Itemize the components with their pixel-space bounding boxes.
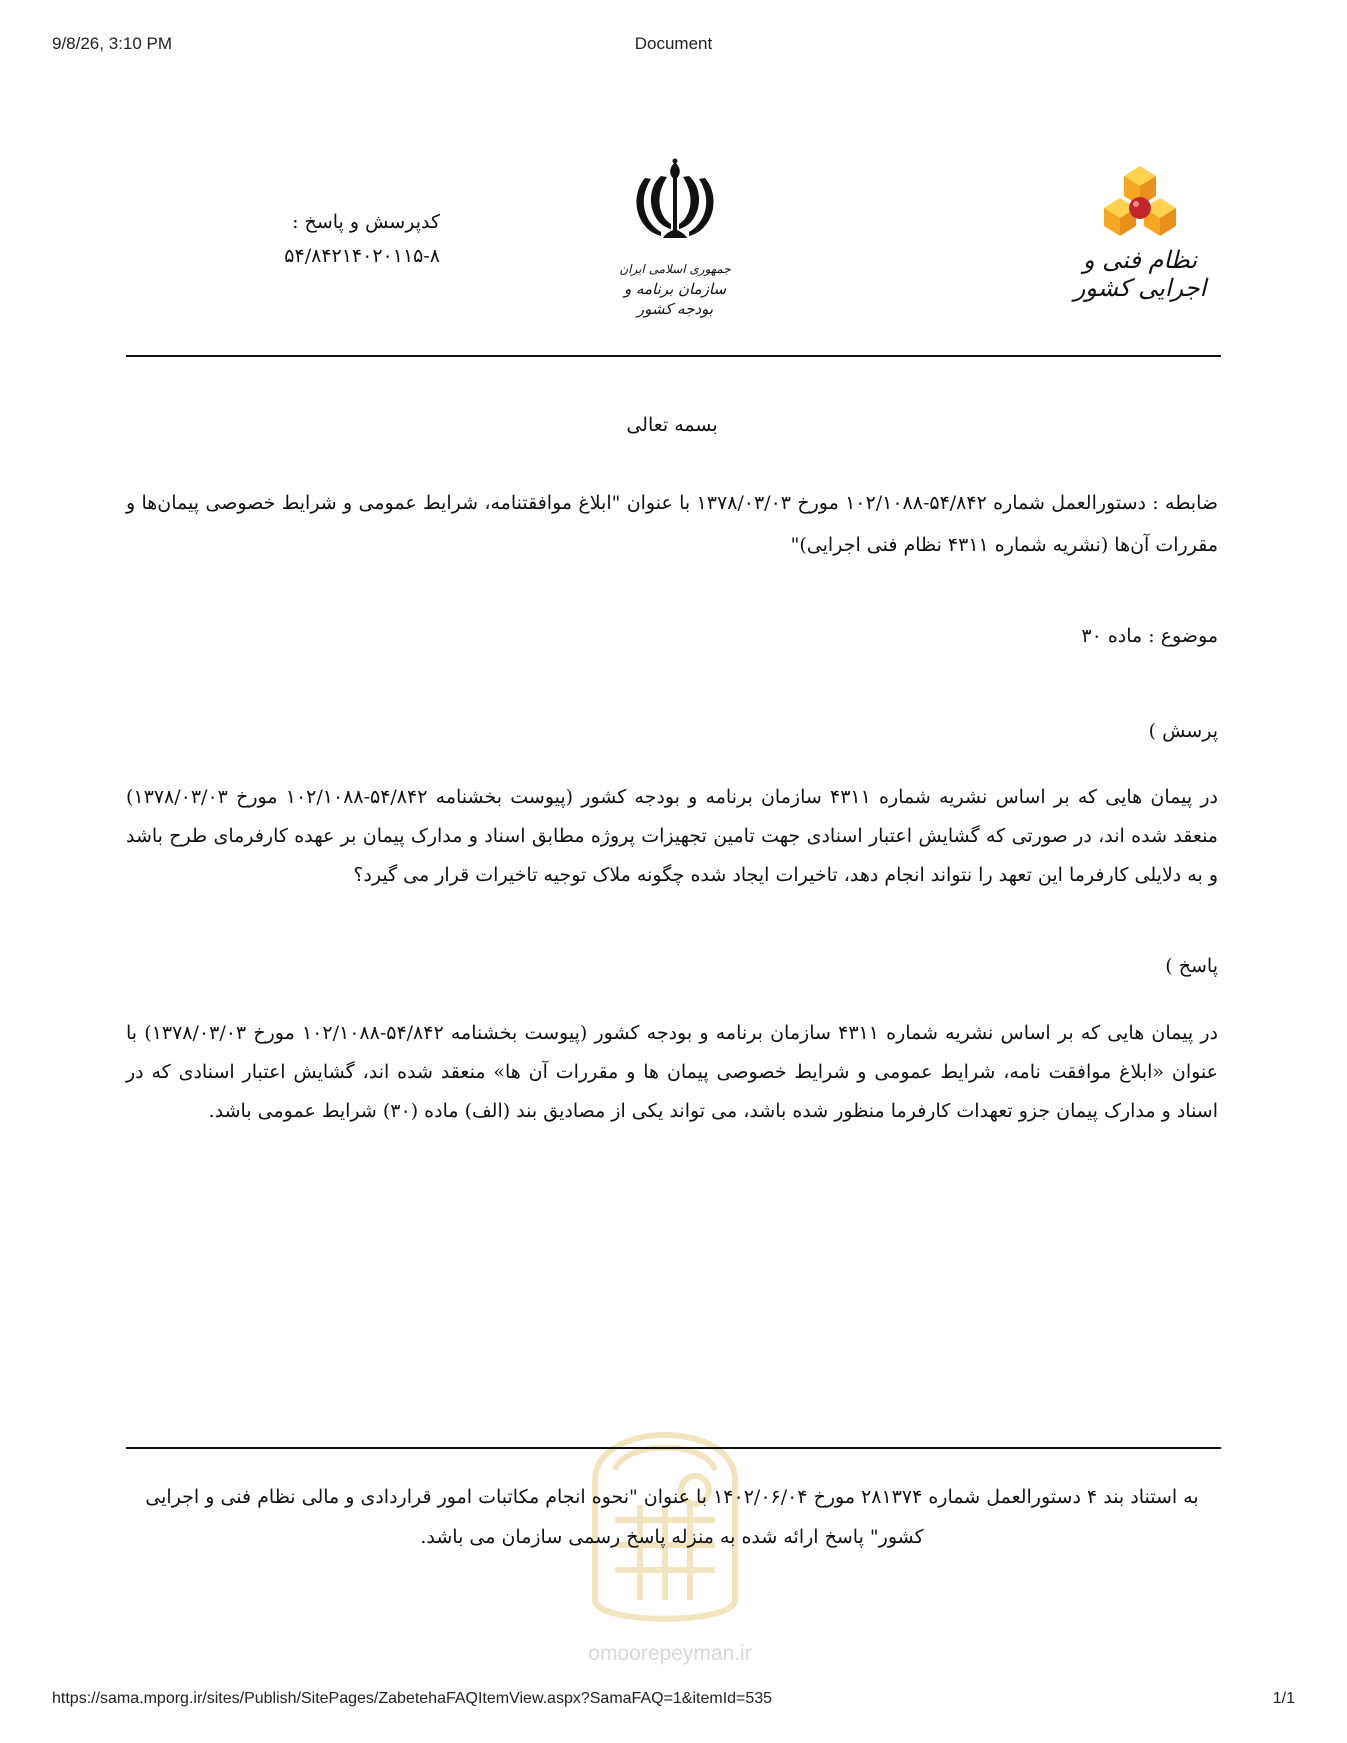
nezam-fani-logo-icon — [1060, 162, 1220, 242]
emblem-line-2: سازمان برنامه و بودجه کشور — [623, 280, 727, 318]
print-datetime: 9/8/26, 3:10 PM — [52, 34, 173, 53]
criterion-paragraph: ضابطه : دستورالعمل شماره ۵۴/۸۴۲-۱۰۲/۱۰۸۸ مورخ ۱۳۷۸/۰۳/۰۳ با عنوان "ابلاغ موافقتنامه، شرایط عمومی و شرایط خصوصی پیمان‌ها و مقررات آن‌ها (نشریه شماره ۴۳۱۱ نظام فنی اجرایی)" — [126, 492, 1219, 556]
logo-text: نظام فنی و اجرایی کشور — [1073, 246, 1207, 302]
iran-emblem — [610, 158, 740, 318]
footer-note: به استناد بند ۴ دستورالعمل شماره ۲۸۱۳۷۴ مورخ ۱۴۰۲/۰۶/۰۴ با عنوان "نحوه انجام مکاتبات امور قراردادی و مالی نظام فنی و اجرایی کشور" پاسخ ارائه شده به منزله پاسخ رسمی سازمان می باشد. — [145, 1486, 1199, 1548]
answer-paragraph: در پیمان هایی که بر اساس نشریه شماره ۴۳۱۱ سازمان برنامه و بودجه کشور (پیوست بخشنامه ۵۴/۸۴۲-۱۰۲/۱۰۸۸ مورخ ۱۳۷۸/۰۳/۰۳) با عنوان «ابلاغ موافقت نامه، شرایط عمومی و شرایط خصوصی پیمان ها و مقررات آن ها» منعقد شده اند، گشایش اعتبار اسنادی که در اسناد و مدارک پیمان جزو تعهدات کارفرما منظور شده باشد، می تواند یکی از مصادیق بند (الف) ماده (۳۰) شرایط عمومی باشد. — [126, 1022, 1218, 1122]
nezam-fani-logo — [1060, 162, 1220, 302]
emblem-line-1: جمهوری اسلامی ایران — [619, 262, 731, 276]
print-url: https://sama.mporg.ir/sites/Publish/SitePages/ZabetehaFAQItemView.aspx?SamaFAQ=1&itemId=535 — [52, 1690, 773, 1707]
print-title: Document — [634, 34, 713, 53]
iran-emblem-icon — [625, 158, 725, 253]
salutation: بسمه تعالی — [626, 414, 718, 436]
footer-divider — [126, 1447, 1221, 1449]
question-paragraph: در پیمان هایی که بر اساس نشریه شماره ۴۳۱۱ سازمان برنامه و بودجه کشور (پیوست بخشنامه ۵۴/۸۴۲-۱۰۲/۱۰۸۸ مورخ ۱۳۷۸/۰۳/۰۳) منعقد شده اند، در صورتی که گشایش اعتبار اسنادی جهت تامین تجهیزات پروژه مطابق اسناد و مدارک پیمان بر عهده کارفرمای طرح باشد و به دلایلی کارفرما این تعهد را نتواند انجام دهد، تاخیرات ایجاد شده چگونه ملاک توجیه تاخیرات قرار می گیرد؟ — [126, 786, 1218, 886]
question-label: پرسش ) — [1148, 720, 1218, 742]
watermark-url: omoorepeyman.ir — [588, 1642, 752, 1665]
header-divider — [126, 355, 1221, 357]
print-page-number: 1/1 — [1272, 1690, 1295, 1707]
qa-code-label: کدپرسش و پاسخ : — [292, 211, 440, 233]
qa-code-value: ۵۴/۸۴۲۱۴۰۲۰۱۱۵-۸ — [284, 245, 440, 267]
qa-code-block — [200, 205, 440, 273]
subject-line: موضوع : ماده ۳۰ — [1081, 625, 1218, 647]
answer-label: پاسخ ) — [1165, 955, 1218, 977]
